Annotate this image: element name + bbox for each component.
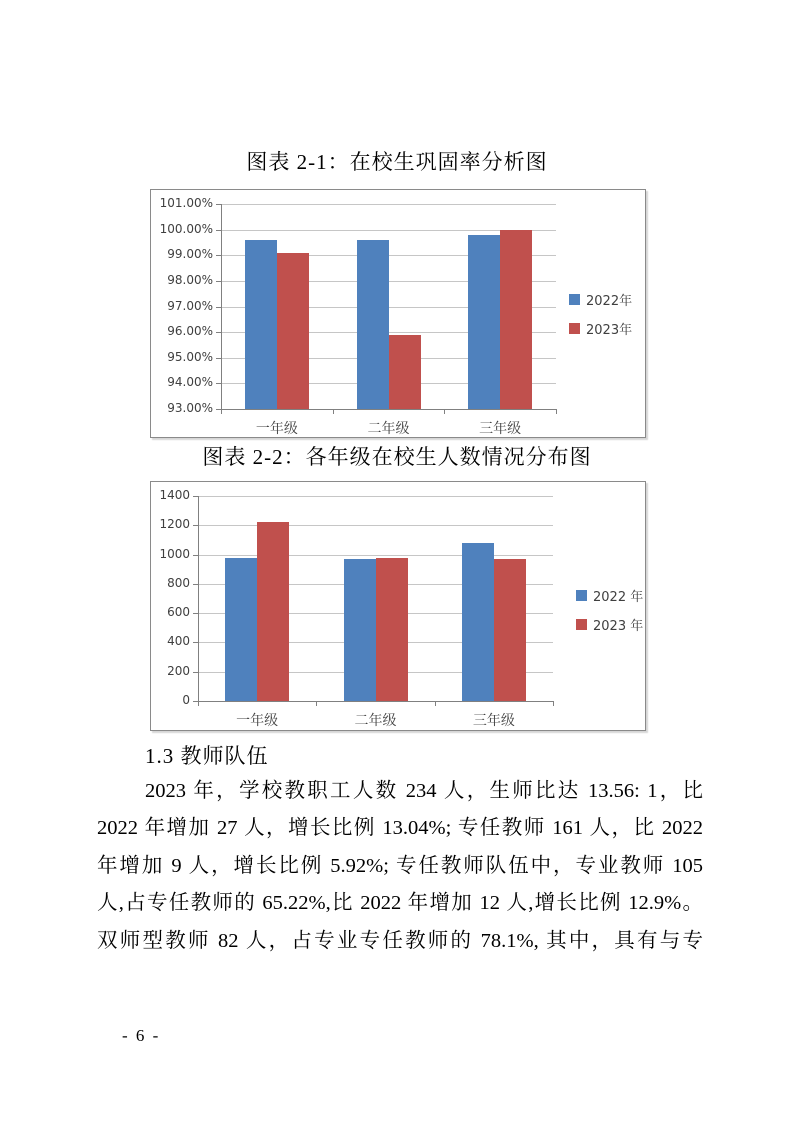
gridline bbox=[198, 525, 553, 526]
y-tick-label: 0 bbox=[182, 693, 190, 707]
legend-item bbox=[569, 290, 632, 309]
bar-2023 年-二年级 bbox=[376, 558, 408, 702]
chart2-frame bbox=[150, 481, 646, 731]
legend-label: 2023年 bbox=[586, 323, 633, 338]
gridline bbox=[221, 204, 556, 205]
y-axis-line bbox=[221, 204, 222, 414]
paragraph-line: 2022 年增加 27 人，增长比例 13.04%; 专任教师 161 人，比 2022 bbox=[97, 817, 703, 840]
page-number: - 6 - bbox=[122, 1026, 161, 1045]
y-tick-label: 95.00% bbox=[167, 349, 213, 364]
chart1-frame bbox=[150, 189, 646, 438]
y-axis-line bbox=[198, 496, 199, 706]
y-tick-label: 1400 bbox=[159, 488, 190, 502]
y-tick-label: 97.00% bbox=[167, 298, 213, 313]
body-paragraph bbox=[97, 773, 703, 960]
bar-2023年-三年级 bbox=[500, 230, 532, 409]
x-axis-tick bbox=[435, 701, 436, 706]
legend-label: 2022年 bbox=[586, 294, 633, 309]
x-axis-tick bbox=[333, 409, 334, 414]
gridline bbox=[198, 701, 553, 702]
bar-2023 年-三年级 bbox=[494, 559, 526, 701]
y-tick-label: 101.00% bbox=[159, 196, 213, 210]
x-category-label: 三年级 bbox=[479, 421, 522, 437]
y-tick-label: 94.00% bbox=[167, 375, 213, 390]
legend-swatch-icon bbox=[576, 590, 587, 601]
paragraph-line: 2023 年，学校教职工人数 234 人，生师比达 13.56: 1，比 bbox=[145, 780, 703, 802]
y-tick-label: 600 bbox=[167, 605, 190, 620]
x-axis-tick bbox=[316, 701, 317, 706]
legend-swatch-icon bbox=[569, 323, 580, 334]
legend-item bbox=[569, 319, 632, 338]
bar-2022 年-一年级 bbox=[225, 558, 257, 702]
bar-2023年-一年级 bbox=[277, 253, 309, 409]
y-tick-label: 99.00% bbox=[167, 247, 213, 262]
x-category-label: 二年级 bbox=[354, 713, 397, 729]
paragraph-line: 年增加 9 人，增长比例 5.92%; 专任教师队伍中，专业教师 105 bbox=[97, 854, 703, 877]
x-axis-tick bbox=[221, 409, 222, 414]
x-axis-tick bbox=[556, 409, 557, 414]
gridline bbox=[221, 409, 556, 410]
bar-2022年-二年级 bbox=[357, 240, 389, 409]
x-axis-tick bbox=[553, 701, 554, 706]
gridline bbox=[198, 555, 553, 556]
bar-2022 年-三年级 bbox=[462, 543, 494, 701]
x-axis-tick bbox=[444, 409, 445, 414]
legend-swatch-icon bbox=[569, 294, 580, 305]
y-tick-label: 93.00% bbox=[167, 401, 213, 415]
paragraph-line: 人,占专任教师的 65.22%,比 2022 年增加 12 人,增长比例 12.9%。 bbox=[97, 892, 703, 915]
y-tick-label: 96.00% bbox=[167, 324, 213, 339]
y-tick-label: 98.00% bbox=[167, 272, 213, 287]
bar-2022年-三年级 bbox=[468, 235, 500, 409]
x-category-label: 三年级 bbox=[472, 713, 515, 729]
y-tick-label: 200 bbox=[167, 663, 190, 678]
legend-swatch-icon bbox=[576, 619, 587, 630]
y-tick-label: 400 bbox=[167, 634, 190, 649]
x-category-label: 一年级 bbox=[255, 421, 298, 437]
paragraph-line: 双师型教师 82 人，占专业专任教师的 78.1%, 其中，具有与专 bbox=[97, 929, 703, 952]
legend-label: 2023 年 bbox=[593, 619, 644, 634]
bar-2022 年-二年级 bbox=[344, 559, 376, 701]
legend-item bbox=[576, 586, 643, 605]
y-tick-label: 100.00% bbox=[159, 221, 213, 236]
y-tick-label: 1000 bbox=[159, 546, 190, 561]
bar-2023 年-一年级 bbox=[257, 522, 289, 701]
gridline bbox=[198, 496, 553, 497]
chart2-title: 图表 2-2：各年级在校生人数情况分布图 bbox=[202, 445, 592, 469]
section-heading: 1.3 教师队伍 bbox=[145, 744, 269, 768]
chart1-title: 图表 2-1：在校生巩固率分析图 bbox=[246, 150, 548, 174]
bar-2023年-二年级 bbox=[389, 335, 421, 409]
x-category-label: 二年级 bbox=[367, 421, 410, 437]
bar-2022年-一年级 bbox=[245, 240, 277, 409]
y-tick-label: 800 bbox=[167, 575, 190, 590]
y-tick-label: 1200 bbox=[159, 517, 190, 532]
x-category-label: 一年级 bbox=[236, 713, 279, 729]
legend-label: 2022 年 bbox=[593, 590, 644, 605]
x-axis-tick bbox=[198, 701, 199, 706]
legend-item bbox=[576, 615, 643, 634]
